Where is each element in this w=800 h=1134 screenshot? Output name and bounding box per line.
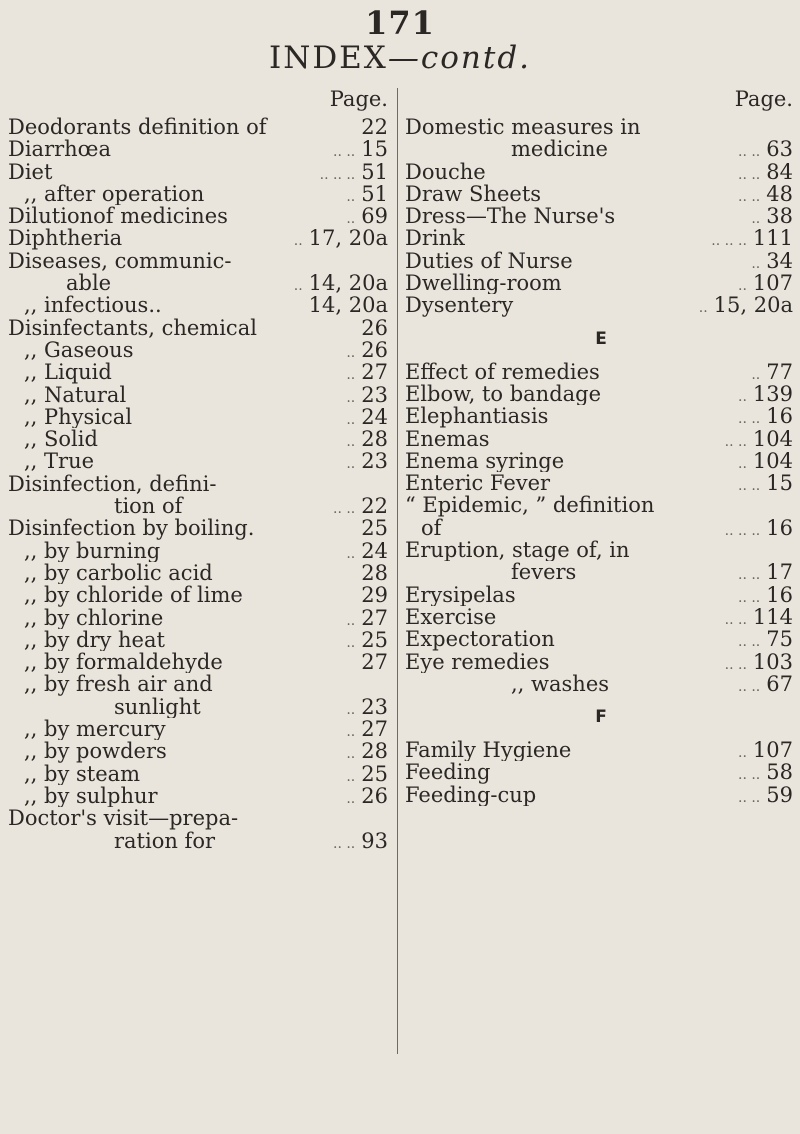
- index-entry: [405, 450, 797, 472]
- index-entry: [405, 539, 797, 561]
- index-entry: [8, 718, 392, 740]
- entry-text: ,, by steam: [24, 762, 141, 785]
- entry-text: Dysentery: [405, 294, 514, 317]
- entry-text: ,, by chlorine: [24, 606, 164, 629]
- entry-page-number: 16: [766, 405, 793, 428]
- index-entry: [405, 138, 797, 160]
- entry-page-number: 104: [752, 427, 793, 450]
- entry-page-number: 25: [361, 762, 388, 785]
- entry-page-number: 15: [766, 472, 793, 495]
- entry-text: Diet: [8, 160, 53, 183]
- entry-dots: ..: [346, 701, 356, 718]
- index-entry: [405, 784, 797, 806]
- entry-page-number: 28: [361, 428, 388, 451]
- index-entry: [405, 561, 797, 583]
- entry-page-number: 23: [361, 450, 388, 473]
- entry-dots: ..: [346, 456, 356, 473]
- entry-dots: ..: [293, 278, 303, 295]
- entry-dots: ..: [346, 188, 356, 205]
- entry-dots: ..: [346, 389, 356, 406]
- entry-text: Elephantiasis: [405, 405, 549, 428]
- entry-text: ,, by fresh air and: [24, 673, 213, 696]
- entry-page-number: 27: [361, 606, 388, 629]
- entry-text: Feeding-cup: [405, 783, 537, 807]
- entry-text: ,, by burning: [24, 539, 161, 562]
- entry-page-number: 22: [361, 116, 388, 139]
- entry-page-number: 24: [361, 405, 388, 429]
- entry-page-number: 139: [752, 382, 793, 406]
- entry-text: ,, Solid: [24, 428, 98, 451]
- entry-dots: ..: [346, 612, 356, 629]
- entry-text: Enteric Fever: [405, 472, 551, 495]
- index-entry: [8, 161, 392, 183]
- entry-page-number: 59: [766, 783, 793, 807]
- entry-text: Disinfectants, chemical: [8, 316, 257, 339]
- column-divider: [397, 88, 398, 1054]
- index-entry: [8, 651, 392, 673]
- entry-dots: .. .. ..: [711, 233, 747, 250]
- entry-text: ,, infectious..: [24, 294, 162, 317]
- entry-page-number: 51: [361, 160, 388, 183]
- index-entry: [405, 294, 797, 316]
- entry-page-number: 24: [361, 539, 388, 562]
- entry-text: ,, by powders: [24, 740, 167, 763]
- left-page-header: Page.: [329, 87, 388, 111]
- index-entry: [8, 696, 392, 718]
- entry-text: ,, Natural: [24, 383, 127, 406]
- entry-dots: .. .. ..: [724, 522, 761, 539]
- index-entry: [405, 584, 797, 606]
- entry-dots: .. ..: [333, 501, 356, 518]
- entry-dots: .. ..: [724, 433, 747, 450]
- index-entry: [405, 494, 797, 516]
- entry-text: Duties of Nurse: [405, 249, 573, 273]
- entry-text: Disinfection, defini-: [8, 472, 217, 496]
- entry-text: ,, by chloride of lime: [24, 584, 243, 607]
- index-entry: [8, 227, 392, 249]
- entry-text: Elbow, to bandage: [405, 382, 602, 406]
- entry-dots: .. ..: [724, 611, 747, 628]
- index-entry: [8, 339, 392, 361]
- index-entry: [405, 606, 797, 628]
- entry-text: of: [421, 516, 442, 540]
- entry-page-number: 77: [766, 360, 793, 383]
- entry-text: Eruption, stage of, in: [405, 539, 630, 562]
- entry-text: Disinfection by boiling.: [8, 517, 255, 540]
- index-entry: [8, 294, 392, 316]
- right-entry-list-f: [405, 739, 797, 806]
- index-entry: [405, 183, 797, 205]
- entry-text: Diseases, communic-: [8, 249, 232, 273]
- entry-page-number: 27: [361, 651, 388, 674]
- entry-text: Diphtheria: [8, 227, 123, 250]
- index-entry: [405, 205, 797, 227]
- entry-dots: ..: [346, 724, 356, 741]
- entry-dots: ..: [346, 367, 356, 384]
- entry-text: Doctor's visit—prepa-: [8, 807, 239, 830]
- index-entry: [8, 740, 392, 762]
- entry-dots: .. ..: [333, 835, 356, 852]
- entry-dots: ..: [738, 278, 747, 295]
- entry-page-number: 26: [361, 316, 388, 339]
- entry-page-number: 84: [766, 160, 793, 183]
- entry-text: ,, True: [24, 450, 95, 473]
- entry-page-number: 51: [361, 182, 388, 206]
- entry-text: Dilutionof medicines: [8, 205, 228, 228]
- index-entry: [8, 272, 392, 294]
- entry-text: Domestic measures in: [405, 116, 641, 139]
- entry-text: “ Epidemic, ” definition: [405, 494, 655, 517]
- index-entry: [405, 405, 797, 427]
- index-entry: [8, 116, 392, 138]
- index-title: INDEX: [268, 40, 388, 76]
- entry-page-number: 23: [361, 383, 388, 406]
- right-entry-list: [405, 116, 797, 317]
- entry-page-number: 27: [361, 361, 388, 384]
- entry-dots: .. ..: [724, 656, 747, 673]
- entry-dots: .. .. ..: [319, 166, 356, 183]
- entry-text: ,, by formaldehyde: [24, 651, 223, 674]
- entry-text: Dress—The Nurse's: [405, 205, 616, 228]
- entry-dots: .. ..: [738, 567, 761, 584]
- entry-text: Effect of remedies: [405, 360, 600, 383]
- index-entry: [8, 450, 392, 472]
- entry-page-number: 26: [361, 784, 388, 808]
- entry-dots: .. ..: [738, 634, 761, 651]
- entry-text: Deodorants definition of: [8, 116, 267, 139]
- entry-page-number: 25: [361, 628, 388, 652]
- entry-dots: ..: [346, 211, 356, 228]
- entry-text: Douche: [405, 160, 486, 183]
- entry-text: ,, by sulphur: [24, 784, 158, 808]
- index-entry: [8, 785, 392, 807]
- index-entry: [8, 763, 392, 785]
- index-entry: [8, 361, 392, 383]
- index-entry: [8, 250, 392, 272]
- index-entry: [405, 472, 797, 494]
- entry-dots: ..: [346, 411, 356, 428]
- entry-text: Draw Sheets: [405, 182, 542, 206]
- entry-text: Feeding: [405, 761, 491, 784]
- index-entry: [8, 317, 392, 339]
- entry-page-number: 75: [766, 628, 793, 651]
- index-entry: [405, 651, 797, 673]
- entry-text: Eye remedies: [405, 650, 550, 673]
- entry-dots: ..: [346, 768, 356, 785]
- entry-text: ,, Gaseous: [24, 338, 134, 362]
- entry-page-number: 104: [752, 449, 793, 473]
- entry-page-number: 111: [752, 227, 793, 250]
- entry-dots: .. ..: [738, 411, 761, 428]
- index-entry: [8, 562, 392, 584]
- entry-dots: ..: [346, 634, 356, 651]
- index-entry: [8, 205, 392, 227]
- entry-page-number: 38: [766, 205, 793, 228]
- entry-page-number: 28: [361, 561, 388, 585]
- index-entry: [405, 383, 797, 405]
- index-title-suffix: —contd.: [387, 40, 532, 76]
- page-number: 171: [365, 4, 435, 42]
- index-entry: [8, 607, 392, 629]
- entry-page-number: 29: [361, 584, 388, 607]
- entry-dots: ..: [738, 745, 747, 762]
- entry-text: Enema syringe: [405, 449, 565, 473]
- entry-text: ,, Physical: [24, 405, 133, 429]
- entry-text: ,, washes: [511, 672, 610, 696]
- entry-dots: ..: [346, 344, 356, 361]
- entry-page-number: 26: [361, 338, 388, 362]
- entry-dots: .. ..: [738, 478, 761, 495]
- entry-page-number: 16: [766, 583, 793, 606]
- entry-page-number: 69: [361, 205, 388, 228]
- entry-text: Dwelling-room: [405, 272, 562, 295]
- index-entry: [8, 807, 392, 829]
- entry-dots: ..: [738, 388, 747, 405]
- entry-text: Family Hygiene: [405, 739, 572, 762]
- entry-page-number: 17: [766, 561, 793, 584]
- entry-dots: ..: [751, 255, 761, 272]
- right-column: [405, 82, 797, 806]
- entry-dots: ..: [293, 233, 303, 250]
- entry-text: ration for: [114, 829, 216, 852]
- entry-page-number: 14, 20a: [308, 272, 388, 295]
- entry-dots: .. ..: [738, 789, 761, 806]
- entry-page-number: 22: [361, 495, 388, 518]
- entry-page-number: 58: [766, 761, 793, 784]
- entry-text: Enemas: [405, 427, 490, 450]
- entry-text: Expectoration: [405, 628, 555, 651]
- entry-dots: ..: [738, 455, 747, 472]
- index-entry: [8, 517, 392, 539]
- entry-text: ,, by mercury: [24, 718, 166, 741]
- entry-page-number: 28: [361, 740, 388, 763]
- index-entry: [405, 250, 797, 272]
- right-entry-list-e: [405, 361, 797, 695]
- entry-page-number: 107: [752, 272, 793, 295]
- entry-text: fevers: [511, 561, 577, 584]
- entry-page-number: 107: [752, 739, 793, 762]
- entry-dots: ..: [751, 366, 761, 383]
- index-entry: [405, 628, 797, 650]
- entry-page-number: 16: [766, 516, 793, 540]
- index-entry: [8, 384, 392, 406]
- entry-text: tion of: [114, 495, 183, 518]
- index-entry: [8, 183, 392, 205]
- index-entry: [405, 227, 797, 249]
- entry-dots: .. ..: [738, 589, 761, 606]
- entry-text: ,, Liquid: [24, 361, 112, 384]
- entry-page-number: 14, 20a: [308, 294, 388, 317]
- index-entry: [8, 138, 392, 160]
- index-entry: [8, 495, 392, 517]
- entry-page-number: 17, 20a: [308, 227, 388, 250]
- entry-page-number: 114: [752, 605, 793, 629]
- index-entry: [8, 406, 392, 428]
- entry-page-number: 48: [766, 182, 793, 206]
- entry-text: Drink: [405, 227, 465, 250]
- entry-dots: ..: [751, 211, 761, 228]
- entry-dots: ..: [698, 300, 708, 317]
- entry-page-number: 15, 20a: [713, 294, 793, 317]
- entry-dots: ..: [346, 434, 356, 451]
- left-column: [8, 82, 392, 852]
- index-entry: [8, 830, 392, 852]
- entry-page-number: 34: [766, 249, 793, 273]
- entry-text: sunlight: [114, 695, 201, 719]
- entry-dots: .. ..: [738, 166, 761, 183]
- entry-text: ,, after operation: [24, 182, 205, 206]
- entry-page-number: 93: [361, 829, 388, 852]
- entry-text: Diarrhœa: [8, 138, 111, 161]
- index-entry: [405, 761, 797, 783]
- entry-dots: ..: [346, 746, 356, 763]
- entry-page-number: 23: [361, 695, 388, 719]
- index-entry: [405, 361, 797, 383]
- entry-text: Erysipelas: [405, 583, 516, 606]
- index-entry: [405, 272, 797, 294]
- index-entry: [8, 428, 392, 450]
- index-entry: [405, 116, 797, 138]
- entry-dots: .. ..: [738, 144, 761, 161]
- index-entry: [405, 428, 797, 450]
- right-page-header: Page.: [734, 87, 793, 111]
- index-heading: [0, 40, 800, 76]
- entry-page-number: 15: [361, 138, 388, 161]
- section-letter-e: E: [595, 328, 607, 349]
- entry-dots: .. ..: [333, 144, 356, 161]
- entry-dots: ..: [346, 790, 356, 807]
- index-entry: [405, 673, 797, 695]
- index-entry: [405, 161, 797, 183]
- entry-page-number: 27: [361, 718, 388, 741]
- entry-page-number: 103: [752, 650, 793, 673]
- entry-dots: .. ..: [738, 678, 761, 695]
- entry-text: ,, by dry heat: [24, 628, 165, 652]
- index-entry: [8, 584, 392, 606]
- index-entry: [405, 517, 797, 539]
- entry-page-number: 67: [766, 672, 793, 696]
- entry-page-number: 25: [361, 517, 388, 540]
- entry-dots: ..: [346, 545, 356, 562]
- entry-dots: .. ..: [738, 188, 761, 205]
- entry-text: medicine: [511, 138, 608, 161]
- index-entry: [405, 739, 797, 761]
- entry-page-number: 63: [766, 138, 793, 161]
- entry-dots: .. ..: [738, 767, 761, 784]
- entry-text: able: [66, 272, 112, 295]
- entry-text: ,, by carbolic acid: [24, 561, 213, 585]
- index-entry: [8, 473, 392, 495]
- entry-text: Exercise: [405, 605, 497, 629]
- index-entry: [8, 673, 392, 695]
- section-letter-f: F: [595, 707, 607, 728]
- index-entry: [8, 629, 392, 651]
- left-entry-list: [8, 116, 392, 852]
- index-entry: [8, 540, 392, 562]
